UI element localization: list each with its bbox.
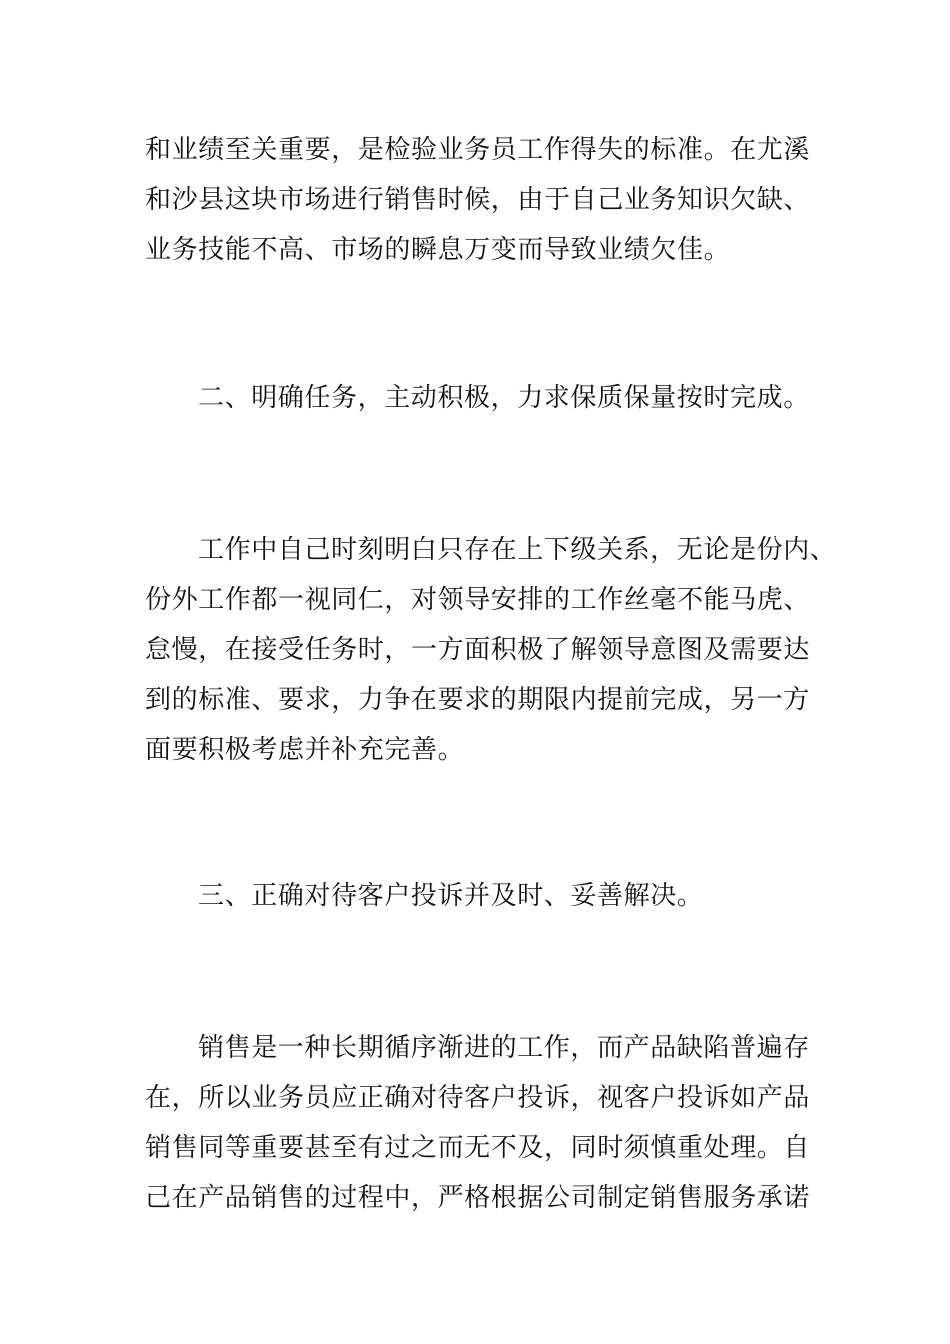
paragraph-2-line-3: 怠慢，在接受任务时，一方面积极了解领导意图及需要达 bbox=[145, 635, 811, 665]
paragraph-1-line-1: 和业绩至关重要，是检验业务员工作得失的标准。在尤溪 bbox=[145, 135, 811, 165]
paragraph-1-line-2: 和沙县这块市场进行销售时候，由于自己业务知识欠缺、 bbox=[145, 185, 811, 215]
paragraph-3-line-4: 己在产品销售的过程中，严格根据公司制定销售服务承诺 bbox=[145, 1183, 811, 1213]
section-heading-2: 二、明确任务，主动积极，力求保质保量按时完成。 bbox=[198, 383, 810, 413]
paragraph-2-line-4: 到的标准、要求，力争在要求的期限内提前完成，另一方 bbox=[145, 685, 811, 715]
paragraph-3-line-1: 销售是一种长期循序渐进的工作，而产品缺陷普遍存 bbox=[198, 1033, 810, 1063]
paragraph-3-line-2: 在，所以业务员应正确对待客户投诉，视客户投诉如产品 bbox=[145, 1083, 811, 1113]
paragraph-3-line-3: 销售同等重要甚至有过之而无不及，同时须慎重处理。自 bbox=[145, 1133, 811, 1163]
paragraph-1-line-3: 业务技能不高、市场的瞬息万变而导致业绩欠佳。 bbox=[145, 235, 731, 265]
section-heading-3: 三、正确对待客户投诉并及时、妥善解决。 bbox=[198, 881, 704, 911]
paragraph-2-line-2: 份外工作都一视同仁，对领导安排的工作丝毫不能马虎、 bbox=[145, 585, 811, 615]
paragraph-2-line-1: 工作中自己时刻明白只存在上下级关系，无论是份内、 bbox=[198, 535, 837, 565]
paragraph-2-line-5: 面要积极考虑并补充完善。 bbox=[145, 735, 465, 765]
